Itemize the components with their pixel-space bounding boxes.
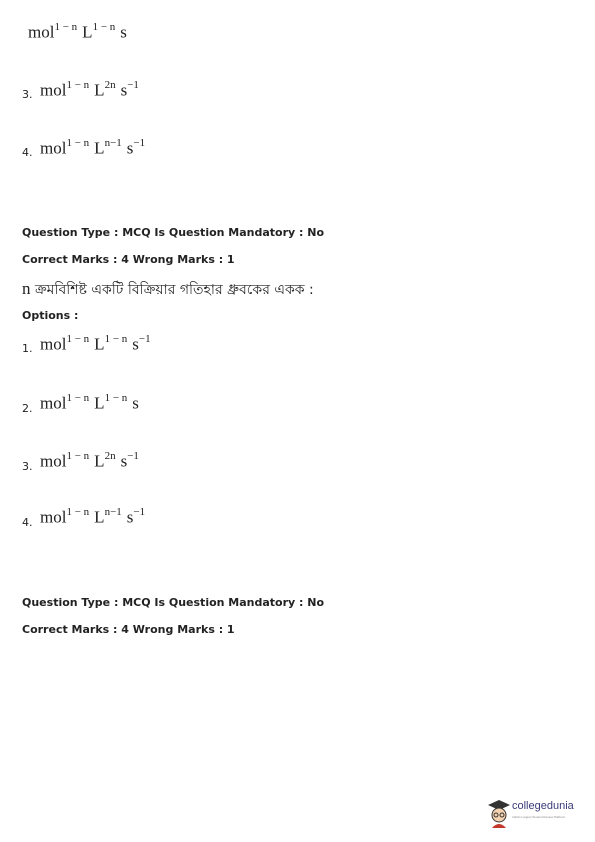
math-base: mol — [28, 22, 55, 42]
math-base: mol — [40, 138, 67, 158]
math-base: L — [94, 451, 105, 471]
option-3 — [40, 80, 140, 101]
math-base: s — [120, 451, 128, 471]
math-base: L — [82, 22, 93, 42]
logo-name: collegedunia — [512, 800, 574, 812]
option-number: 1. — [22, 342, 33, 355]
option-number: 3. — [22, 88, 33, 101]
math-base: L — [94, 393, 105, 413]
math-base: L — [94, 507, 105, 527]
option-fragment — [28, 22, 127, 43]
math-exp: 1 − n — [66, 506, 90, 518]
collegedunia-logo — [488, 798, 588, 830]
math-exp: 1 − n — [66, 333, 90, 345]
math-base: L — [94, 138, 105, 158]
math-exp: 1 − n — [92, 21, 116, 33]
student-mascot-icon — [488, 800, 510, 828]
math-exp: n−1 — [104, 506, 122, 518]
option-number: 2. — [22, 402, 33, 415]
question-type-line: Question Type : MCQ Is Question Mandatory : No — [22, 596, 325, 609]
question-type-line: Question Type : MCQ Is Question Mandatory : No — [22, 226, 325, 239]
math-exp: 1 − n — [66, 79, 90, 91]
math-exp: 1 − n — [54, 21, 78, 33]
option-2 — [40, 393, 139, 414]
math-exp: 1 − n — [66, 392, 90, 404]
math-exp: −1 — [127, 79, 139, 91]
math-exp: 1 − n — [66, 450, 90, 462]
math-base: mol — [40, 393, 67, 413]
option-number: 4. — [22, 146, 33, 159]
math-base: s — [120, 22, 127, 42]
math-base: s — [132, 393, 139, 413]
question-body: ক্রমবিশিষ্ট একটি বিক্রিয়ার গতিহার ধ্রুবকের একক : — [34, 282, 314, 298]
math-exp: 2n — [104, 79, 116, 91]
logo-tagline: India's Largest Student Review Platform — [512, 815, 566, 819]
marks-line: Correct Marks : 4 Wrong Marks : 1 — [22, 623, 235, 636]
math-base: L — [94, 334, 105, 354]
math-exp: 2n — [104, 450, 116, 462]
math-base: s — [120, 80, 128, 100]
math-base: mol — [40, 507, 67, 527]
option-4 — [40, 507, 146, 528]
math-base: mol — [40, 80, 67, 100]
math-base: s — [126, 138, 134, 158]
math-exp: −1 — [133, 506, 146, 518]
question-variable: n — [22, 279, 31, 298]
option-3 — [40, 451, 140, 472]
math-exp: 1 − n — [104, 333, 128, 345]
math-exp: 1 − n — [104, 392, 128, 404]
math-exp: −1 — [127, 450, 139, 462]
option-number: 4. — [22, 516, 33, 529]
math-exp: 1 − n — [66, 137, 90, 149]
option-1 — [40, 334, 152, 355]
math-base: s — [132, 334, 139, 354]
math-base: mol — [40, 451, 67, 471]
options-label: Options : — [22, 309, 79, 322]
option-4 — [40, 138, 146, 159]
math-exp: n−1 — [104, 137, 122, 149]
math-base: L — [94, 80, 105, 100]
math-base: s — [126, 507, 134, 527]
question-text — [22, 278, 314, 302]
math-base: mol — [40, 334, 67, 354]
option-number: 3. — [22, 460, 33, 473]
marks-line: Correct Marks : 4 Wrong Marks : 1 — [22, 253, 235, 266]
math-exp: −1 — [138, 333, 151, 345]
math-exp: −1 — [133, 137, 146, 149]
